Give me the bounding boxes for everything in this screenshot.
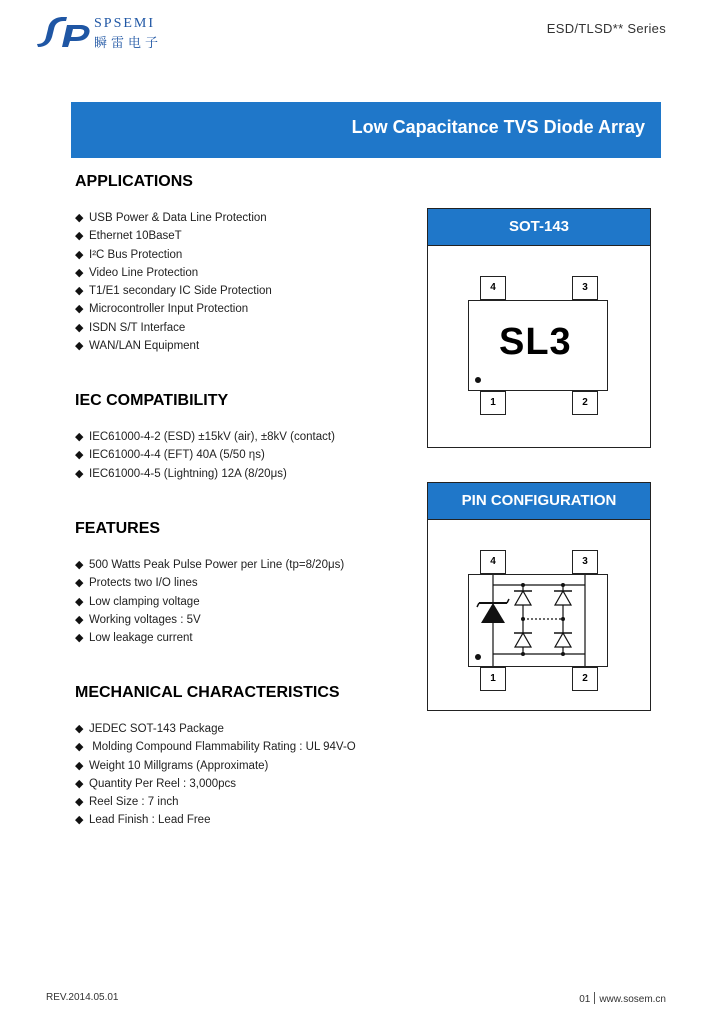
- diamond-bullet-icon: ◆: [75, 266, 84, 279]
- mechanical-list: [75, 720, 356, 830]
- list-item: ◆ Low clamping voltage: [75, 593, 344, 611]
- pin-config-panel: [427, 482, 651, 711]
- package-panel: [427, 208, 651, 448]
- revision-label: REV.2014.05.01: [46, 992, 119, 1003]
- package-pin-1: 1: [480, 391, 506, 415]
- list-item: ◆ IEC61000-4-2 (ESD) ±15kV (air), ±8kV (contact): [75, 428, 335, 446]
- diamond-bullet-icon: ◆: [75, 777, 84, 790]
- list-item: ◆ Reel Size : 7 inch: [75, 793, 356, 811]
- pin1-indicator-icon: [475, 377, 481, 383]
- list-item: ◆ T1/E1 secondary IC Side Protection: [75, 282, 272, 300]
- list-item: ◆ Low leakage current: [75, 629, 344, 647]
- list-item: ◆ Video Line Protection: [75, 264, 272, 282]
- pin-config-title: PIN CONFIGURATION: [428, 483, 650, 520]
- diamond-bullet-icon: ◆: [75, 431, 84, 443]
- package-marking: SL3: [499, 321, 572, 363]
- list-item: ◆ WAN/LAN Equipment: [75, 337, 272, 355]
- list-item: ◆ USB Power & Data Line Protection: [75, 209, 272, 227]
- applications-heading: APPLICATIONS: [75, 173, 193, 190]
- config-pin-2: 2: [572, 667, 598, 691]
- diamond-bullet-icon: ◆: [75, 559, 84, 571]
- features-list: [75, 556, 344, 647]
- diamond-bullet-icon: ◆: [75, 613, 84, 626]
- iec-heading: IEC COMPATIBILITY: [75, 392, 229, 409]
- diamond-bullet-icon: ◆: [75, 248, 84, 261]
- diamond-bullet-icon: ◆: [75, 303, 84, 316]
- diamond-bullet-icon: ◆: [75, 759, 84, 772]
- applications-list: [75, 209, 272, 355]
- iec-list: [75, 428, 335, 483]
- list-item: ◆ ISDN S/T Interface: [75, 319, 272, 337]
- diamond-bullet-icon: ◆: [75, 632, 84, 645]
- features-heading: FEATURES: [75, 520, 161, 537]
- list-item: ◆ Weight 10 Millgrams (Approximate): [75, 757, 356, 775]
- list-item: ◆ Microcontroller Input Protection: [75, 300, 272, 318]
- document-title: Low Capacitance TVS Diode Array: [351, 117, 645, 137]
- mechanical-heading: MECHANICAL CHARACTERISTICS: [75, 684, 340, 701]
- list-item: ◆ Lead Finish : Lead Free: [75, 811, 356, 829]
- footer-divider: [594, 992, 595, 1004]
- list-item: ◆ IEC61000-4-5 (Lightning) 12A (8/20μs): [75, 465, 335, 483]
- diamond-bullet-icon: ◆: [75, 467, 84, 480]
- diamond-bullet-icon: ◆: [75, 577, 84, 590]
- list-item: ◆ 500 Watts Peak Pulse Power per Line (tp=8/20μs): [75, 556, 344, 574]
- package-pin-4: 4: [480, 276, 506, 300]
- brand-name-cn: 瞬雷电子: [94, 36, 163, 51]
- website-link[interactable]: www.sosem.cn: [599, 994, 666, 1005]
- diamond-bullet-icon: ◆: [75, 230, 84, 243]
- series-label: ESD/TLSD** Series: [546, 21, 666, 36]
- footer-page-info: [579, 992, 666, 1005]
- diamond-bullet-icon: ◆: [75, 285, 84, 298]
- list-item: ◆ Molding Compound Flammability Rating : UL 94V-O: [75, 738, 356, 756]
- config-pin-3: 3: [572, 550, 598, 574]
- list-item: ◆ JEDEC SOT-143 Package: [75, 720, 356, 738]
- page-number: 01: [579, 994, 591, 1005]
- config-package-body: [468, 574, 608, 667]
- package-body: [468, 300, 608, 391]
- brand-name: SPSEMI: [94, 16, 156, 31]
- diamond-bullet-icon: ◆: [75, 741, 84, 754]
- list-item: ◆ IEC61000-4-4 (EFT) 40A (5/50 ηs): [75, 446, 335, 464]
- title-banner: [71, 102, 661, 158]
- logo-mark-icon: [36, 17, 94, 51]
- diamond-bullet-icon: ◆: [75, 449, 84, 462]
- config-pin-4: 4: [480, 550, 506, 574]
- list-item: ◆ Protects two I/O lines: [75, 574, 344, 592]
- list-item: ◆ Quantity Per Reel : 3,000pcs: [75, 775, 356, 793]
- list-item: ◆ I²C Bus Protection: [75, 246, 272, 264]
- diamond-bullet-icon: ◆: [75, 595, 84, 608]
- package-title: SOT-143: [428, 209, 650, 246]
- diamond-bullet-icon: ◆: [75, 814, 84, 827]
- diamond-bullet-icon: ◆: [75, 796, 84, 809]
- diamond-bullet-icon: ◆: [75, 340, 84, 353]
- company-logo: [36, 17, 176, 51]
- diamond-bullet-icon: ◆: [75, 723, 84, 735]
- diamond-bullet-icon: ◆: [75, 212, 84, 224]
- diode-schematic-icon: [469, 575, 607, 666]
- list-item: ◆ Ethernet 10BaseT: [75, 227, 272, 245]
- diamond-bullet-icon: ◆: [75, 321, 84, 334]
- config-pin-1: 1: [480, 667, 506, 691]
- package-pin-3: 3: [572, 276, 598, 300]
- list-item: ◆ Working voltages : 5V: [75, 611, 344, 629]
- package-pin-2: 2: [572, 391, 598, 415]
